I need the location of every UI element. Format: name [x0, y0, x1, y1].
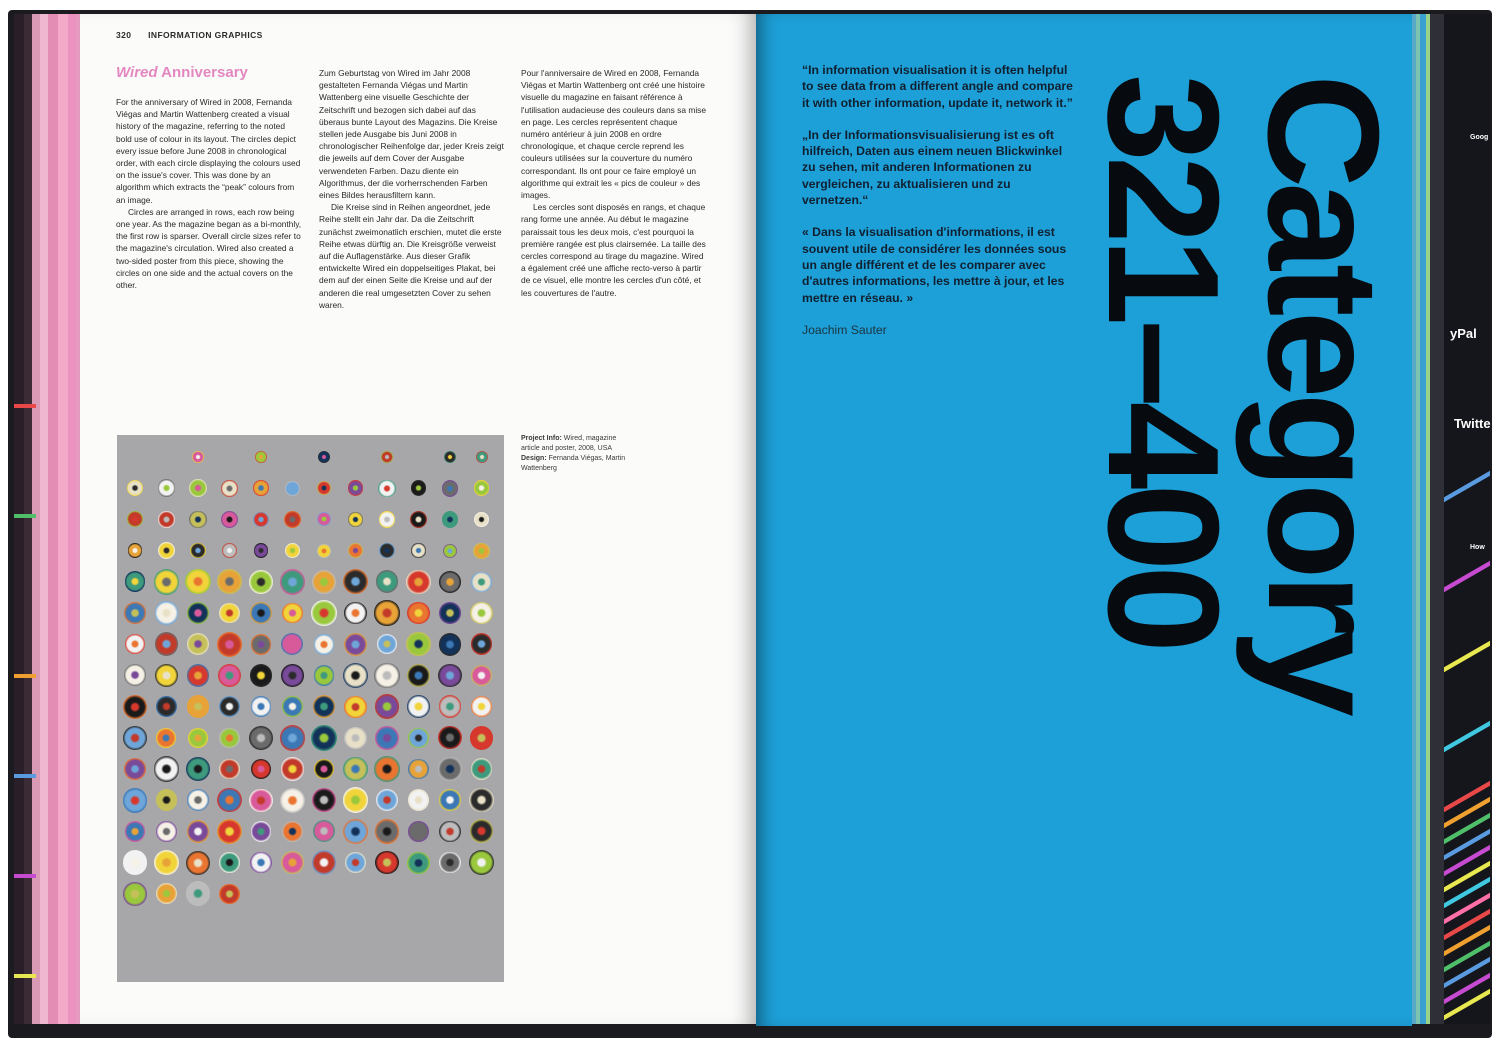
article-title-italic: Wired [116, 64, 158, 81]
issue-circle [318, 451, 330, 463]
issue-circle [470, 602, 492, 624]
article-title-rest: Anniversary [157, 64, 248, 81]
issue-circle [280, 788, 305, 813]
issue-circle [348, 543, 363, 558]
issue-circle [285, 543, 301, 559]
issue-circle [378, 480, 395, 497]
wired-circles-poster [117, 435, 504, 982]
issue-circle [156, 728, 176, 748]
issue-circle [187, 602, 209, 624]
issue-circle [282, 603, 302, 623]
issue-circle [317, 481, 331, 495]
edge-stripe [14, 874, 36, 878]
issue-circle [375, 819, 399, 843]
edge-stripe [14, 974, 36, 978]
project-info [521, 434, 631, 474]
issue-circle [474, 480, 490, 496]
issue-circle [407, 602, 429, 624]
issue-circle [439, 789, 461, 811]
issue-circle [155, 632, 179, 656]
issue-circle [470, 819, 494, 843]
issue-circle [439, 571, 461, 593]
issue-circle [408, 728, 429, 749]
issue-circle [344, 602, 366, 624]
issue-circle [280, 725, 306, 751]
issue-circle [249, 570, 273, 594]
issue-circle [282, 821, 303, 842]
edge-stripe [14, 404, 36, 408]
issue-circle [251, 821, 271, 841]
german-paragraph: Die Kreise sind in Reihen angeordnet, jede Reihe stellt ein Jahr dar. Da die Zeitschrift zunächst zweimonatlich erschien, mutet die erste Reihe etwas dürftig an. Die Kreisgröße verweist auf die Auflagenstärke. Aus dieser Grafik entwickelte Wired ein doppelseitiges Plakat, bei dem auf der einen Seite die Kreise und auf der anderen die real umgesetzten Cover zu sehen waren. [319, 202, 502, 310]
issue-circle [473, 543, 489, 559]
edge-stripe [1444, 861, 1490, 893]
edge-stripe [1444, 989, 1490, 1021]
issue-circle [470, 726, 494, 750]
issue-circle [192, 451, 204, 463]
french-column [521, 67, 707, 299]
issue-circle [221, 511, 238, 528]
german-paragraph: Zum Geburtstag von Wired im Jahr 2008 gestalteten Fernanda Viégas und Martin Wattenberg eine visuelle Geschichte der Zeitschrift und bezogen sich dabei auf das überaus bunte Layout des Magazins. Die Kreise stellen jede Ausgabe bis Juni 2008 in chronologischer Reihenfolge dar, jeder Kreis zeigt die jeweils auf dem Cover der Ausgabe verwendeten Farben. Dazu diente ein Algorithmus, der die vorherrschenden Farben eines Bildes herausfiltern kann. [319, 68, 504, 201]
issue-circle [439, 633, 462, 656]
issue-circle [314, 634, 335, 655]
french-paragraph: Les cercles sont disposés en rangs, et chaque rang forme une année. Au début le magazine paraissait tous les deux mois, c'est pourquoi la première rangée est plus clairsemée. La taille des cercles correspond au tirage du magazine. Wired a également créé une affiche recto-verso à partir de ce visuel, elle montre les cercles d'un côté, et les couvertures de l'autre. [521, 202, 706, 298]
issue-circle [282, 696, 303, 717]
issue-circle [438, 726, 461, 749]
issue-circle [343, 819, 368, 844]
edge-stripe [1444, 561, 1490, 593]
issue-circle [188, 728, 208, 748]
issue-circle [186, 757, 210, 781]
issue-circle [311, 600, 336, 625]
issue-circle [442, 511, 459, 528]
issue-circle [344, 696, 366, 718]
issue-circle [155, 664, 178, 687]
issue-circle [221, 480, 238, 497]
edge-label: How [1470, 544, 1485, 551]
issue-circle [219, 852, 240, 873]
edge-stripe [1444, 641, 1490, 673]
issue-circle [406, 570, 430, 594]
issue-circle [186, 851, 210, 875]
issue-circle [154, 756, 179, 781]
issue-circle [408, 759, 429, 780]
issue-circle [442, 480, 459, 497]
issue-circle [439, 602, 460, 623]
issue-circle [187, 633, 209, 655]
section-title: INFORMATION GRAPHICS [148, 30, 263, 40]
issue-circle [156, 883, 177, 904]
category-word: Category [1235, 74, 1411, 711]
issue-circle [471, 665, 493, 687]
issue-circle [217, 569, 242, 594]
issue-circle [343, 787, 369, 813]
issue-circle [281, 851, 304, 874]
issue-circle [158, 542, 175, 559]
folio [116, 30, 263, 40]
issue-circle [317, 512, 331, 526]
edge-stripe [1444, 893, 1490, 925]
issue-circle [124, 664, 146, 686]
issue-circle [124, 602, 145, 623]
issue-circle [186, 881, 211, 906]
issue-circle [123, 695, 147, 719]
issue-circle [125, 634, 146, 655]
issue-circle [250, 602, 272, 624]
issue-circle [187, 695, 210, 718]
issue-circle [158, 479, 176, 497]
issue-circle [127, 480, 143, 496]
issue-circle [125, 571, 146, 592]
edge-stripe [14, 514, 36, 518]
issue-circle [217, 632, 242, 657]
edge-stripe [14, 674, 36, 678]
issue-circle [343, 663, 369, 689]
issue-circle [408, 821, 429, 842]
issue-circle [344, 727, 366, 749]
issue-circle [379, 543, 394, 558]
issue-circle [281, 633, 303, 655]
issue-circle [374, 756, 399, 781]
english-column [116, 96, 302, 291]
issue-circle [474, 512, 489, 527]
issue-circle [123, 788, 148, 813]
issue-circle [187, 664, 210, 687]
issue-circle [284, 511, 301, 528]
design-text: Fernanda Viégas, Martin Wattenberg [521, 455, 626, 472]
issue-circle [253, 480, 269, 496]
issue-circle [185, 569, 210, 594]
issue-circle [219, 603, 240, 624]
issue-circle [439, 852, 460, 873]
issue-circle [375, 851, 399, 875]
issue-circle [123, 850, 148, 875]
issue-circle [443, 544, 457, 558]
edge-stripe [1444, 957, 1490, 989]
issue-circle [471, 758, 492, 779]
issue-circle [190, 543, 205, 558]
issue-circle [375, 726, 398, 749]
issue-circle [255, 451, 267, 463]
category-range: 321–400 [1075, 74, 1251, 648]
issue-circle [377, 634, 398, 655]
issue-circle [249, 789, 272, 812]
edge-stripe [1444, 781, 1490, 813]
issue-circle [219, 759, 239, 779]
issue-circle [311, 725, 336, 750]
issue-circle [469, 850, 494, 875]
english-paragraph: For the anniversary of Wired in 2008, Fernanda Viégas and Martin Wattenberg created a visual history of the magazine, referring to the noted bold use of colour in its layout. The circles depict every issue before June 2008 in chronological order, with each circle displaying the colours used on the issue's cover. This was done by an algorithm which extracts the “peak” colours from an image. [116, 97, 301, 205]
issue-circle [187, 789, 209, 811]
issue-circle [438, 664, 462, 688]
issue-circle [438, 757, 461, 780]
issue-circle [313, 695, 336, 718]
edge-stripe [1444, 909, 1490, 941]
edge-stripe [1444, 877, 1490, 909]
edge-stripe [1444, 829, 1490, 861]
issue-circle [314, 759, 335, 780]
project-info-text: Wired, magazine article and poster, 2008, USA [521, 435, 617, 452]
issue-circle [376, 570, 399, 593]
issue-circle [189, 479, 207, 497]
german-column [319, 67, 505, 311]
issue-circle [411, 543, 425, 557]
issue-circle [156, 821, 176, 841]
issue-circle [408, 789, 429, 810]
issue-circle [439, 695, 462, 718]
issue-circle [406, 632, 431, 657]
issue-circle [280, 569, 306, 595]
issue-circle [187, 820, 209, 842]
issue-circle [285, 481, 300, 496]
issue-circle [471, 696, 492, 717]
issue-circle [407, 695, 430, 718]
edge-stripe [1444, 973, 1490, 1005]
issue-circle [343, 757, 367, 781]
issue-circle [251, 696, 272, 717]
issue-circle [253, 512, 268, 527]
left-page-edges [14, 14, 84, 1024]
issue-circle [251, 759, 271, 779]
issue-circle [219, 728, 239, 748]
article-title [116, 64, 248, 81]
issue-circle [471, 572, 491, 592]
issue-circle [281, 757, 305, 781]
issue-circle [407, 664, 430, 687]
issue-circle [376, 789, 398, 811]
category-heading [1072, 74, 1411, 794]
issue-circle [314, 665, 335, 686]
issue-circle [348, 480, 364, 496]
quote-author: Joachim Sauter [802, 322, 887, 337]
issue-circle [313, 820, 335, 842]
page-number: 320 [116, 30, 132, 40]
edge-label: yPal [1450, 326, 1477, 341]
issue-circle [439, 821, 461, 843]
issue-circle [281, 664, 304, 687]
issue-circle [476, 451, 488, 463]
issue-circle [345, 852, 366, 873]
issue-circle [251, 634, 272, 655]
issue-circle [469, 788, 493, 812]
issue-circle [123, 882, 146, 905]
issue-circle [222, 543, 237, 558]
issue-circle [124, 758, 145, 779]
issue-circle [250, 664, 273, 687]
issue-circle [158, 511, 175, 528]
english-paragraph: Circles are arranged in rows, each row being one year. As the magazine began as a bi-monthly, the first row is sparser. Overall circle sizes refer to the magazine's circulation. Wired also created a two-sided poster from this piece, showing the circles on one side and the actual covers on the other. [116, 206, 302, 291]
french-paragraph: Pour l'anniversaire de Wired en 2008, Fernanda Viégas et Martin Wattenberg ont créé une histoire visuelle du magazine en faisant référence à l'utilisation audacieuse des couleurs dans sa mise en page. Les cercles représentent chaque numéro antérieur à juin 2008 en ordre chronologique, et chaque cercle reprend les couleurs utilisées sur la couverture du numéro correspondant. Ils ont pour ce faire employé un algorithme qui extrait les « pics de couleur » des images. [521, 68, 707, 201]
issue-circle [155, 601, 179, 625]
issue-circle [156, 696, 177, 717]
quotes-block [802, 62, 1074, 354]
issue-circle [217, 788, 242, 813]
edge-stripe [1444, 845, 1490, 877]
design-label: Design: [521, 455, 547, 462]
issue-circle [219, 884, 240, 905]
issue-circle [344, 633, 367, 656]
edge-stripe [1444, 813, 1490, 845]
issue-circle [379, 511, 395, 527]
issue-circle [218, 664, 241, 687]
issue-circle [471, 633, 492, 654]
issue-circle [343, 569, 368, 594]
edge-stripe [1444, 721, 1490, 753]
issue-circle [154, 850, 179, 875]
left-page [80, 14, 756, 1024]
quote-english: “In information visualisation it is often helpful to see data from a different angle and compare it with other information, update it, network it.” [802, 63, 1073, 110]
issue-circle [217, 819, 242, 844]
issue-circle [374, 600, 399, 625]
issue-circle [125, 821, 146, 842]
issue-circle [127, 511, 143, 527]
edge-stripe [1444, 941, 1490, 973]
issue-circle [156, 789, 178, 811]
issue-circle [407, 852, 429, 874]
right-page [756, 14, 1412, 1026]
issue-circle [250, 852, 271, 873]
issue-circle [348, 512, 362, 526]
edge-stripe [1444, 925, 1490, 957]
issue-circle [312, 850, 337, 875]
issue-circle [123, 726, 148, 751]
edge-stripe [1444, 797, 1490, 829]
issue-circle [312, 570, 337, 595]
edge-stripe [1444, 471, 1490, 503]
issue-circle [128, 543, 142, 557]
issue-circle [219, 696, 240, 717]
project-info-label: Project Info: [521, 435, 562, 442]
issue-circle [381, 451, 393, 463]
issue-circle [154, 569, 179, 594]
issue-circle [189, 511, 206, 528]
issue-circle [410, 511, 428, 529]
issue-circle [254, 543, 269, 558]
issue-circle [411, 480, 427, 496]
quote-french: « Dans la visualisation d'informations, il est souvent utile de considérer les données sous un angle différent et de les comparer avec d'autres informations, les mettre à jour, et les mettre en réseau. » [802, 225, 1067, 305]
edge-label: Twitte [1454, 416, 1491, 431]
issue-circle [312, 788, 336, 812]
issue-circle [317, 544, 331, 558]
issue-circle [444, 451, 456, 463]
edge-label: Goog [1470, 134, 1489, 141]
right-page-edges [1410, 14, 1490, 1024]
issue-circle [375, 694, 400, 719]
issue-circle [374, 663, 399, 688]
issue-circle [249, 726, 274, 751]
quote-german: „In der Informationsvisualisierung ist es oft hilfreich, Daten aus einem neuen Blickwinkel zu sehen, mit anderen Informationen zu vergleichen, zu aktualisieren und zu vernetzen.“ [802, 127, 1063, 208]
edge-stripe [14, 774, 36, 778]
